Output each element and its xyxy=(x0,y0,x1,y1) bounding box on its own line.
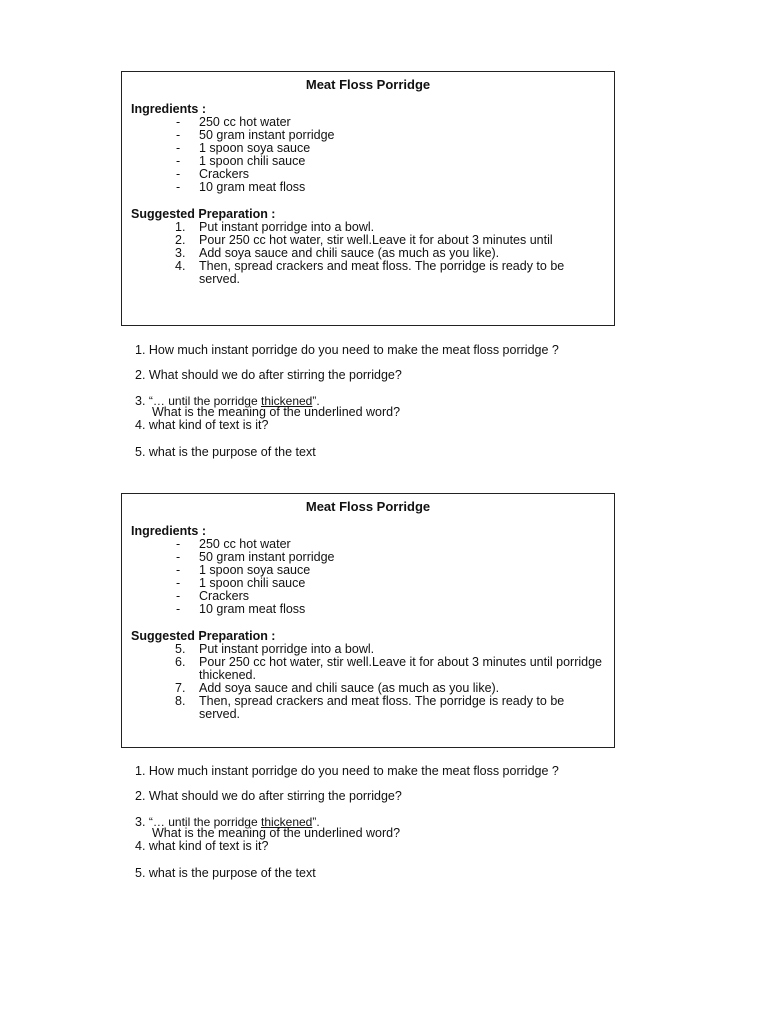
quote-end: ”. xyxy=(312,394,320,408)
question-1: 1. How much instant porridge do you need to make the meat floss porridge ? xyxy=(135,343,559,357)
dash-bullet: - xyxy=(176,550,181,564)
dash-bullet: - xyxy=(176,180,181,194)
recipe-title: Meat Floss Porridge xyxy=(305,77,431,92)
question-3-line2: What is the meaning of the underlined word? xyxy=(152,405,401,419)
question-4: 4. what kind of text is it? xyxy=(135,839,269,853)
question-4: 4. what kind of text is it? xyxy=(135,418,269,432)
step-text: Put instant porridge into a bowl. xyxy=(199,220,375,234)
question-5: 5. what is the purpose of the text xyxy=(135,445,316,459)
question-3-number: 3. xyxy=(135,815,146,829)
preparation-heading: Suggested Preparation : xyxy=(131,629,276,643)
step-text: Pour 250 cc hot water, stir well.Leave it for about 3 minutes until porridge thickened. xyxy=(199,655,602,682)
question-3-line2: What is the meaning of the underlined word? xyxy=(152,826,401,840)
question-1: 1. How much instant porridge do you need to make the meat floss porridge ? xyxy=(135,764,559,778)
ingredient-text: 1 spoon soya sauce xyxy=(199,563,311,577)
step-text: Put instant porridge into a bowl. xyxy=(199,642,375,656)
dash-bullet: - xyxy=(176,167,181,181)
ingredient-text: 1 spoon chili sauce xyxy=(199,154,306,168)
dash-bullet: - xyxy=(176,563,181,577)
step-item xyxy=(122,695,616,721)
dash-bullet: - xyxy=(176,141,181,155)
step-number: 8. xyxy=(175,694,186,708)
step-number: 6. xyxy=(175,655,186,669)
preparation-steps xyxy=(122,221,616,286)
ingredient-text: 1 spoon soya sauce xyxy=(199,141,311,155)
step-item xyxy=(122,260,616,286)
recipe-title: Meat Floss Porridge xyxy=(305,499,431,514)
dash-bullet: - xyxy=(176,576,181,590)
step-number: 2. xyxy=(175,233,186,247)
step-text: Pour 250 cc hot water, stir well.Leave it for about 3 minutes until xyxy=(199,233,553,247)
step-number: 1. xyxy=(175,220,186,234)
step-number: 3. xyxy=(175,246,186,260)
recipe-box xyxy=(121,71,615,326)
step-item xyxy=(122,656,616,682)
ingredients-heading: Ingredients : xyxy=(131,102,207,116)
quote-start: “… until the porridge xyxy=(148,394,261,408)
step-text: Then, spread crackers and meat floss. The porridge is ready to be served. xyxy=(199,694,565,721)
ingredient-text: Crackers xyxy=(199,167,250,181)
ingredient-text: 50 gram instant porridge xyxy=(199,550,335,564)
step-number: 7. xyxy=(175,681,186,695)
recipe-box xyxy=(121,493,615,748)
dash-bullet: - xyxy=(176,128,181,142)
question-3-number: 3. xyxy=(135,394,146,408)
preparation-heading: Suggested Preparation : xyxy=(131,207,276,221)
step-text: Then, spread crackers and meat floss. The porridge is ready to be served. xyxy=(199,259,565,286)
ingredient-text: 10 gram meat floss xyxy=(199,180,306,194)
ingredients-heading: Ingredients : xyxy=(131,524,207,538)
question-2: 2. What should we do after stirring the porridge? xyxy=(135,368,402,382)
ingredient-text: 250 cc hot water xyxy=(199,115,291,129)
dash-bullet: - xyxy=(176,602,181,616)
underlined-word: thickened xyxy=(260,815,313,829)
dash-bullet: - xyxy=(176,589,181,603)
step-number: 5. xyxy=(175,642,186,656)
ingredient-text: 50 gram instant porridge xyxy=(199,128,335,142)
dash-bullet: - xyxy=(176,115,181,129)
step-text: Add soya sauce and chili sauce (as much as you like). xyxy=(199,681,500,695)
quote-end: ”. xyxy=(312,815,320,829)
ingredient-text: Crackers xyxy=(199,589,250,603)
underlined-word: thickened xyxy=(260,394,313,408)
ingredient-text: 10 gram meat floss xyxy=(199,602,306,616)
quote-start: “… until the porridge xyxy=(148,815,261,829)
ingredient-text: 250 cc hot water xyxy=(199,537,291,551)
step-number: 4. xyxy=(175,259,186,273)
question-2: 2. What should we do after stirring the porridge? xyxy=(135,789,402,803)
question-5: 5. what is the purpose of the text xyxy=(135,866,316,880)
dash-bullet: - xyxy=(176,537,181,551)
dash-bullet: - xyxy=(176,154,181,168)
step-text: Add soya sauce and chili sauce (as much as you like). xyxy=(199,246,500,260)
preparation-steps xyxy=(122,643,616,721)
ingredient-text: 1 spoon chili sauce xyxy=(199,576,306,590)
